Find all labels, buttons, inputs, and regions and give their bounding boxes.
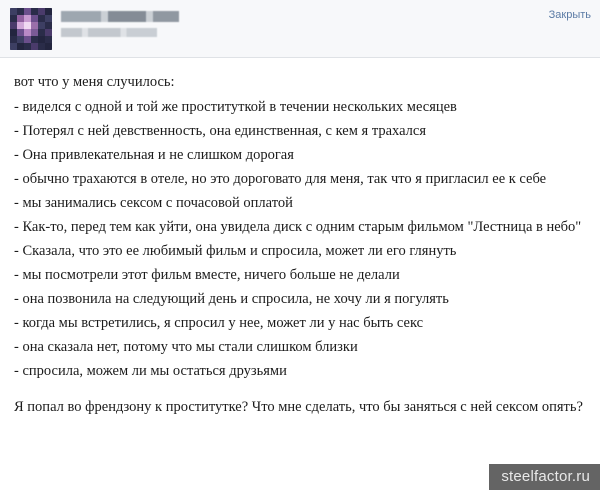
list-item: - спросила, можем ли мы остаться друзьями [14,363,287,379]
post-intro: вот что у меня случилось: [14,74,175,90]
list-item: - виделся с одной и той же проституткой в течении нескольких месяцев [14,99,457,115]
list-item: - Сказала, что это ее любимый фильм и спросила, может ли его глянуть [14,243,457,259]
list-item: - мы посмотрели этот фильм вместе, ничего больше не делали [14,267,400,283]
list-item: - Она привлекательная и не слишком дорогая [14,147,294,163]
list-item: - когда мы встретились, я спросил у нее, может ли у нас быть секс [14,315,424,331]
watermark: steelfactor.ru [489,464,600,490]
list-item: - Как-то, перед тем как уйти, она увидела диск с одним старым фильмом "Лестница в небо" [14,219,582,235]
avatar[interactable] [10,8,52,50]
post-meta-redacted [61,28,157,37]
list-item: - она позвонила на следующий день и спросила, не хочу ли я погулять [14,291,449,307]
author-block [61,8,179,37]
list-item: - Потерял с ней девственность, она единственная, с кем я трахался [14,123,426,139]
list-item: - обычно трахаются в отеле, но это дороговато для меня, так что я пригласил ее к себе [14,171,547,187]
post-body [0,58,600,418]
author-name-redacted[interactable] [61,11,179,22]
post-closing: Я попал во френдзону к проститутке? Что мне сделать, что бы заняться с ней сексом опять? [14,399,583,415]
list-item: - она сказала нет, потому что мы стали слишком близки [14,339,358,355]
list-item: - мы занимались сексом с почасовой оплатой [14,195,293,211]
post-line-list [14,97,584,382]
close-button[interactable]: Закрыть [548,9,591,21]
post-header [0,0,600,58]
